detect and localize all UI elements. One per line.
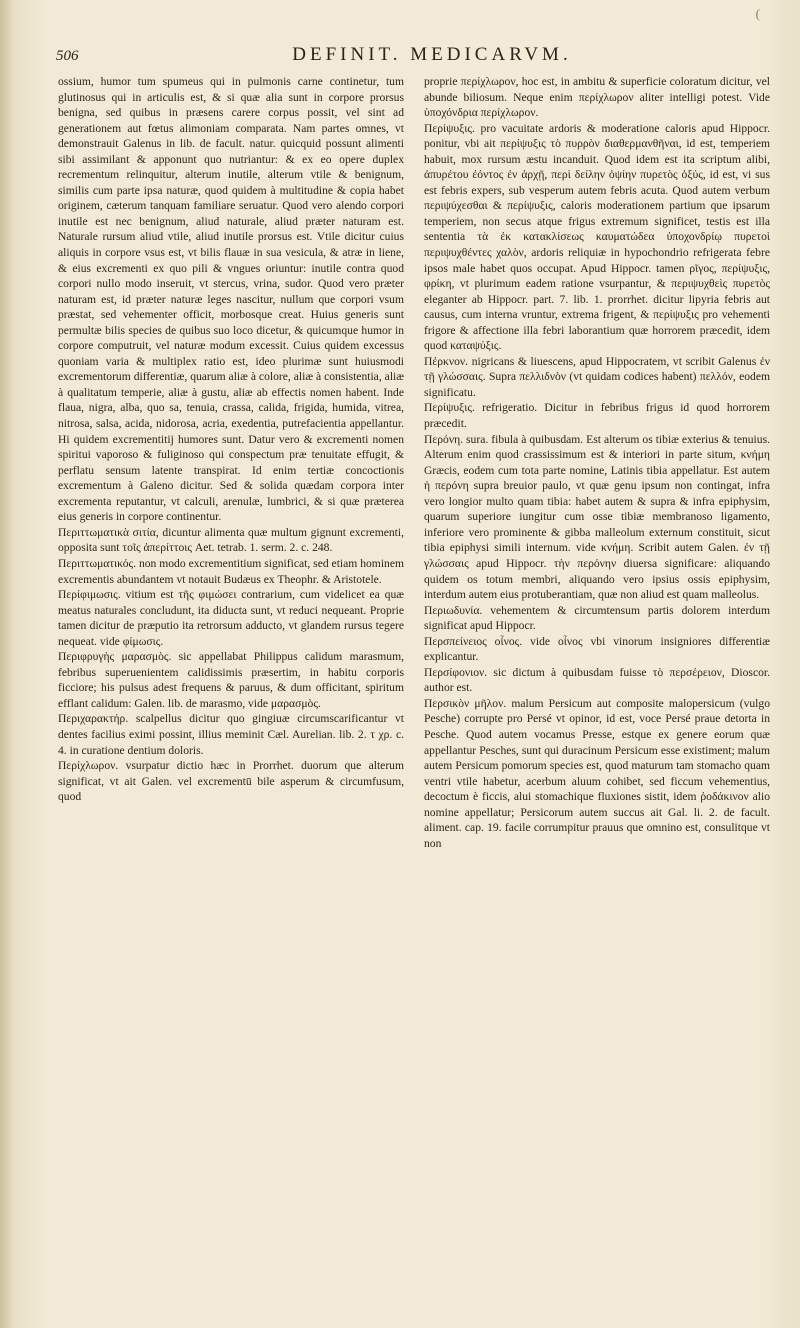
- entry-paragraph: Περσίφονιον. sic dictum à quibusdam fuisse τὸ περσέρειον, Dioscor. author est.: [424, 665, 770, 695]
- page-number: 506: [56, 48, 79, 64]
- entry-paragraph: Περσπείνειος οἶνος. vide οἶνος vbi vinorum insigniores differentiæ explicantur.: [424, 634, 770, 664]
- entry-paragraph: Πέρκνον. nigricans & liuescens, apud Hippocratem, vt scribit Galenus ἐν τῇ γλώσσαις. Supra πελλιδνὸν (vt quidam codices habent) πελλόν, eodem significatu.: [424, 354, 770, 399]
- entry-paragraph: Περίψυξις. refrigeratio. Dicitur in febribus frigus id quod horrorem præcedit.: [424, 401, 770, 431]
- right-column: [424, 74, 770, 1306]
- running-title: DEFINIT. MEDICARVM.: [292, 44, 572, 65]
- entry-paragraph: Περίχλωρον. vsurpatur dictio hæc in Prorrhet. duorum que alterum significat, vt ait Galen. vel excrementū bile asperum & circumfusum, quod: [58, 759, 404, 804]
- entry-paragraph: proprie περίχλωρον, hoc est, in ambitu & superficie coloratum dicitur, vel abunde biliosum. Neque enim περίχλωρον aliter intelligi potest. Vide ὑποχόνδρια περίχλωρον.: [424, 75, 770, 120]
- entry-paragraph: Περιττωματικὰ σιτία, dicuntur alimenta quæ multum gignunt excrementi, opposita sunt τοῖς ἀπερίττοις Aet. tetrab. 1. serm. 2. c. 248.: [58, 525, 404, 555]
- entry-paragraph: Περίψυξις. pro vacuitate ardoris & moderatione caloris apud Hippocr. ponitur, vbi ait περίψυξις τὸ πυρρὸν διαθερμανθῆναι, id est, temperiem habuit, mox rursum æstu incanduit. Quod idem est ita scriptum alibi, ἀπυρέτου ἐόντος ἐν ἀρχῇ, περὶ δείλην ὀψίην πυρετὸς ὀξύς, id est, vi sus est febris expers, sub vesperum autem febris acuta. Quod autem verbum περιψύχεσθαι & περίψυξις, caloris moderationem partium que ipsarum temperiem, non secus atque frigus extremum significet, testis est illa sententia τὰ ἐκ κατακλίσεως καυματώδεα ὑποχονδρίῳ πυρετοὶ περιψυχθέντες χαλὸν, ardoris reliquiæ in hypochondrio refrigerata febre ipsos male habet quos occupat. Apud Hippocr. tamen ρῖγος, περίψυξις, φρίκη, vt plurimum eadem ratione vsurpantur, & περιψυχθεὶς πυρετὸς eleganter ab Hippocr. part. 7. lib. 1. prorrhet. dicitur lipyria febris aut causus, cum interna vruntur, extrema frigent, & περίψυξις pro vehementi frigore & affectione illa febri laborantium quæ horrorem præcedit, idem quod καταψύξις.: [424, 121, 770, 353]
- entry-paragraph: ossium, humor tum spumeus qui in pulmonis carne continetur, tum glutinosus qui in articulis est, & si quæ alia sunt in corpore prorsus benigna, sed quibus in præsens carere corpus possit, vel sint ad generationem aut fœtus alimoniam comparata. Nam partes omnes, vt demonstrauit Galenus in lib. de facult. natur. quicquid possunt alimenti sibi assimilant & apponunt quo nutriantur: & ex eo opere duplex recrementum relinquitur, alterum inutile, alterum vtile & benignum, similis cum parte ipsa naturæ, quod quidem à multitudine & copia habet originem, cæterum tanquam familiare seruatur. Quod vero alendo corpori inutile est nec benignum, aliud naturale, aliud præter naturam est. Naturale rursum aliud vtile, aliud inutile prorsus est. Vtile dicitur cuius aliquis in corpore vsus est, vt bilis flauæ in sua vesicula, & atræ in liene, & eius excrementi ex quo pili & vngues oriuntur: inutile contra quod corpori nullo modo inseruit, vt stercus, vrina, sudor. Quod vero præter naturam est, id præter naturæ leges nascitur, nullum que corpori vsum præstat, sed vehementer officit, morbosque creat. Huius generis sunt permultæ bilis species de quibus suo loco dicetur, & quicumque humor in corpore computruit, vel naturæ modum excessit. Cuius quidem excessus quoniam varia & multiplex ratio est, ideo plurimæ sunt huiusmodi excrementorum differentiæ, quarum aliæ à colore, aliæ à consistentia, aliæ à qualitatum temperie, aliæ à gustu, aliæ ab effectis nomen habent. Inde flaua, nigra, alba, quo sa, tenuia, crassa, calida, frigida, humida, vitrea, nitrosa, salsa, acida, nidorosa, acria, exedentia, putrefacientia appellantur. Hi quidem excrementitij humores sunt. Datur vero & excrementi nomen spiritui vaporoso & fuliginoso qui conspectum præ tenuitate effugit, & perflatu sensum latente transpirat. Id enim tertiæ concoctionis excrementum à Galeno dicitur. Sed & solida quædam corpora inter excrementa reputantur, vt calculi, arenulæ, lumbrici, & si quæ præterea eius generis in corpore continentur.: [58, 75, 404, 524]
- left-column: [58, 74, 404, 1306]
- text-columns: [58, 74, 770, 1306]
- entry-paragraph: Περιττωματικός. non modo excrementitium significat, sed etiam hominem excrementis abundantem vt notauit Budæus ex Theophr. & Aristotele.: [58, 556, 404, 586]
- corner-mark: (: [755, 6, 760, 21]
- entry-paragraph: Περσικὸν μῆλον. malum Persicum aut composite malopersicum (vulgo Pesche) corrupte pro Persé vt opinor, id est, voce Persé praue detorta in Pesche. Quod autem vocamus Presse, estque ex genere eorum quæ appellantur Pesches, sunt qui duracinum Persicum esse existiment; malum autem Persicum pomorum species est, quod maturum tam stomacho quam ventri vtile habetur, acerbum aluum cohibet, sed ficcum vehementius, decoctum è ficcis, alui stomachique fluxiones sistit, idem ῥοδάκινον alio nomine appellatur; Persicorum autem succus ait Gal. li. 2. de facult. aliment. cap. 19. facile corrumpitur prauus que omnino est, consulitque vt non: [424, 696, 770, 850]
- entry-paragraph: Περόνη. sura. fibula à quibusdam. Est alterum os tibiæ exterius & tenuius. Alterum enim quod crassissimum est & interiori in parte situm, κνήμη Græcis, eodem cum tota parte nomine, Latinis tibia appellatur. Est autem ἡ περόνη supra breuior paulo, vt quæ genu ipsum non contingat, infra vero longior multo quam tibia: habet autem & supra & infra epiphysim, quarum superiore iungitur cum osse tibiæ membranoso ligamento, inferiore vero prominente & gibba malleolum externum constituit, sicut tibia epiphysi simili internum. vide κνήμη. Scribit autem Galen. ἐν τῇ γλώσσαις apud Hippocr. τὴν περόνην diuersa significare: aliquando quidem os totum membri, aliquando vero ipsius ossis epiphysim, interdum autem eius protuberantiam, quæ non aliud est quam malleolus.: [424, 432, 770, 602]
- page-edge-shadow: [0, 0, 14, 1328]
- entry-paragraph: Περιχαρακτήρ. scalpellus dicitur quo gingiuæ circumscarificantur vt dentes facilius eximi possint, illius meminit Cæl. Aurelian. lib. 2. τ χρ. c. 4. in curatione dentium doloris.: [58, 712, 404, 757]
- entry-paragraph: Περιφρυγὴς μαρασμὸς. sic appellabat Philippus calidum marasmum, febribus superuenientem calidissimis præsertim, in habitu corporis ficciore; his pulsus adest frequens & paruus, & dum officitant, spiritum efflant calidum: Galen. lib. de marasmo, vide μαρασμὸς.: [58, 650, 404, 710]
- entry-paragraph: Περίφιμωσις. vitium est τῆς φιμώσει contrarium, cum videlicet ea quæ meatus naturales concludunt, ita diducta sunt, vt reduci nequeant. Proprie tamen dicitur de præputio ita retrorsum adducto, vt glandem rursus tegere nequeat. vide φίμωσις.: [58, 588, 404, 648]
- entry-paragraph: Περιωδυνία. vehementem & circumtensum partis dolorem interdum significat apud Hippocr.: [424, 603, 770, 633]
- page-header: [56, 44, 774, 66]
